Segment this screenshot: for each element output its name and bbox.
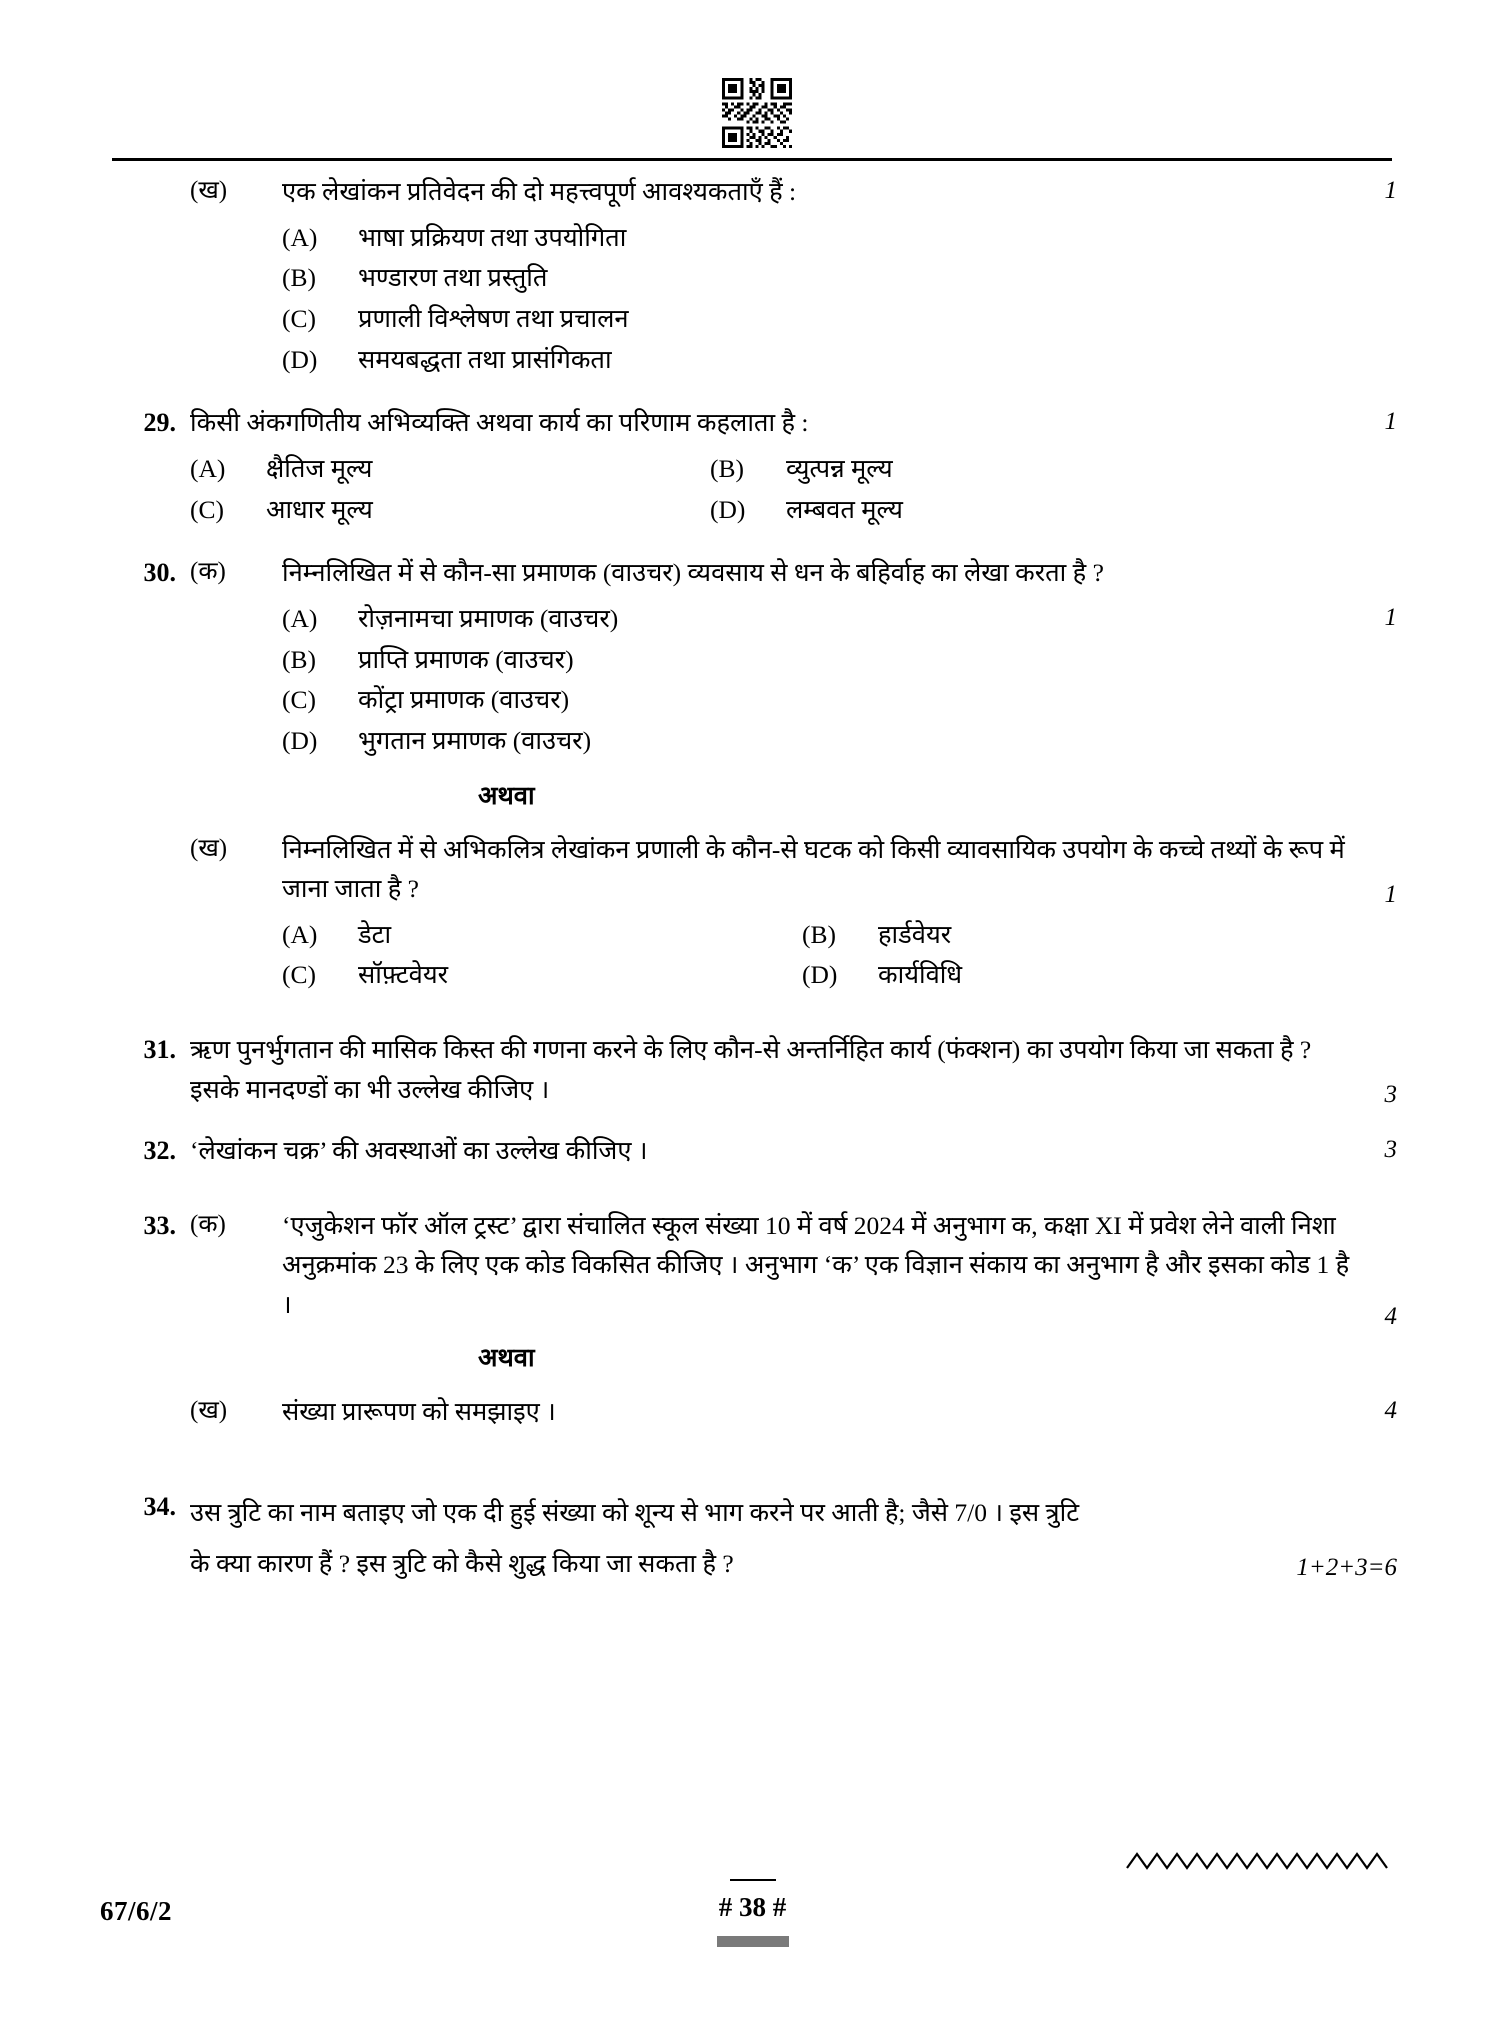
option-text: आधार मूल्य: [266, 494, 373, 524]
question-29-options: [112, 449, 1397, 531]
question-33b: [112, 1392, 1397, 1432]
option-item[interactable]: [190, 449, 710, 490]
or-separator-2: [112, 1324, 1397, 1392]
option-item[interactable]: [282, 218, 1351, 259]
question-part-label: (क): [190, 1210, 226, 1238]
option-item[interactable]: [802, 915, 1351, 956]
page-marker: # 38 #: [718, 1892, 787, 1922]
option-item[interactable]: [282, 340, 1351, 381]
option-text: हार्डवेयर: [878, 919, 952, 949]
question-number: 29.: [143, 407, 176, 437]
option-label: (B): [802, 919, 836, 949]
question-28b: [112, 172, 1397, 212]
question-text-line-2: के क्या कारण हैं ? इस त्रुटि को कैसे शुद्ध किया जा सकता है ?: [190, 1549, 734, 1579]
option-text: प्रणाली विश्लेषण तथा प्रचालन: [358, 304, 629, 334]
option-item[interactable]: [282, 299, 1351, 340]
option-label: (C): [282, 960, 316, 990]
question-text: ‘एजुकेशन फॉर ऑल ट्रस्ट’ द्वारा संचालित स्कूल संख्या 10 में वर्ष 2024 में अनुभाग क, कक्षा XI में प्रवेश लेने वाली निशा अनुक्रमांक 23 के लिए एक कोड विकसित कीजिए । अनुभाग ‘क’ एक विज्ञान संकाय का अनुभाग है और इसका कोड 1 है ।: [282, 1210, 1350, 1319]
question-text: किसी अंकगणितीय अभिव्यक्ति अथवा कार्य का परिणाम कहलाता है :: [190, 407, 809, 437]
options-list: [282, 218, 1397, 381]
question-number: 34.: [143, 1492, 176, 1522]
question-number: 33.: [143, 1210, 176, 1240]
question-30a-options: [112, 599, 1397, 762]
question-marks: 4: [1384, 1396, 1397, 1424]
option-label: (B): [282, 644, 316, 674]
question-number: 32.: [143, 1136, 176, 1166]
question-marks: 3: [1384, 1136, 1397, 1164]
option-text: भुगतान प्रमाणक (वाउचर): [358, 726, 592, 756]
option-label: (D): [282, 344, 318, 374]
questions-container: [112, 172, 1397, 1589]
option-label: (B): [710, 454, 744, 483]
option-item[interactable]: [802, 955, 1351, 996]
or-separator-1: [112, 762, 1397, 830]
question-part-label: (ख): [190, 1396, 228, 1424]
options-list: [282, 599, 1397, 762]
option-label: (D): [710, 494, 746, 524]
option-item[interactable]: [710, 449, 1351, 490]
option-label: (C): [282, 304, 316, 334]
question-32: [112, 1131, 1397, 1171]
option-text: कोंट्रा प्रमाणक (वाउचर): [358, 685, 570, 715]
question-30b-options: [112, 915, 1397, 997]
option-label: (D): [282, 726, 318, 756]
option-item[interactable]: [710, 490, 1351, 531]
question-marks: 4: [1384, 1302, 1397, 1330]
option-label: (A): [282, 919, 318, 949]
question-text: [190, 1487, 1397, 1589]
options-list: [190, 449, 1397, 531]
option-label: (C): [282, 685, 316, 715]
option-item[interactable]: [282, 955, 802, 996]
header-divider: [112, 158, 1392, 161]
option-item[interactable]: [282, 640, 1351, 681]
paper-code: 67/6/2: [100, 1896, 173, 1926]
question-marks: 3: [1384, 1081, 1397, 1109]
option-text: डेटा: [358, 919, 392, 949]
question-marks: 1+2+3=6: [1296, 1554, 1397, 1582]
question-text: ‘लेखांकन चक्र’ की अवस्थाओं का उल्लेख कीजिए ।: [190, 1136, 648, 1166]
question-33a: [112, 1206, 1397, 1330]
question-marks: 1: [1384, 880, 1397, 908]
option-label: (A): [282, 603, 318, 633]
footer-bar-decoration: [0, 1934, 1505, 1952]
option-item[interactable]: [282, 915, 802, 956]
question-marks: 1: [1384, 603, 1397, 631]
or-body: [282, 762, 1397, 830]
option-item[interactable]: [190, 490, 710, 531]
question-text: निम्नलिखित में से अभिकलित्र लेखांकन प्रणाली के कौन-से घटक को किसी व्यावसायिक उपयोग के कच्चे तथ्यों के रूप में जाना जाता है ?: [282, 834, 1345, 904]
question-marks: 1: [1384, 407, 1397, 435]
option-text: कार्यविधि: [878, 960, 963, 990]
question-text: संख्या प्रारूपण को समझाइए ।: [282, 1396, 556, 1426]
question-29: [112, 403, 1397, 443]
question-31: [112, 1030, 1397, 1109]
option-text: सॉफ़्टवेयर: [358, 960, 449, 990]
option-item[interactable]: [282, 721, 1351, 762]
question-text: एक लेखांकन प्रतिवेदन की दो महत्त्वपूर्ण आवश्यकताएँ हैं :: [282, 177, 797, 206]
question-text: निम्नलिखित में से कौन-सा प्रमाणक (वाउचर) व्यवसाय से धन के बहिर्वाह का लेखा करता है ?: [282, 557, 1104, 587]
option-text: भण्डारण तथा प्रस्तुति: [358, 263, 548, 293]
question-part-label: (ख): [190, 177, 228, 204]
option-text: लम्बवत मूल्य: [786, 494, 903, 524]
option-text: क्षैतिज मूल्य: [266, 454, 373, 483]
option-text: रोज़नामचा प्रमाणक (वाउचर): [358, 603, 619, 633]
options-list: [282, 915, 1397, 997]
question-34: [112, 1487, 1397, 1589]
option-item[interactable]: [282, 258, 1351, 299]
question-28b-options: [112, 218, 1397, 381]
option-text: प्राप्ति प्रमाणक (वाउचर): [358, 644, 574, 674]
question-marks: 1: [1384, 177, 1397, 204]
qr-code-icon: [722, 78, 792, 148]
option-item[interactable]: [282, 599, 1351, 640]
option-text: व्युत्पन्न मूल्य: [786, 454, 893, 483]
option-label: (D): [802, 960, 838, 990]
or-body: [282, 1324, 1397, 1392]
option-label: (C): [190, 494, 224, 524]
question-text: ऋण पुनर्भुगतान की मासिक किस्त की गणना करने के लिए कौन-से अन्तर्निहित कार्य (फंक्शन) का उपयोग किया जा सकता है ? इसके मानदण्डों का भी उल्लेख कीजिए ।: [190, 1035, 1312, 1104]
question-number: 31.: [143, 1035, 176, 1065]
question-text-line-1: उस त्रुटि का नाम बताइए जो एक दी हुई संख्या को शून्य से भाग करने पर आती है; जैसे 7/0 । इस त्रुटि: [190, 1498, 1080, 1528]
or-label: अथवा: [478, 781, 535, 811]
option-label: (A): [282, 222, 318, 252]
question-part-label: (ख): [190, 834, 228, 862]
footer-rule: [0, 1868, 1505, 1886]
question-30b: [112, 830, 1397, 909]
option-item[interactable]: [282, 680, 1351, 721]
or-label: अथवा: [478, 1343, 535, 1373]
option-label: (A): [190, 454, 226, 483]
option-text: भाषा प्रक्रियण तथा उपयोगिता: [358, 222, 627, 252]
option-text: समयबद्धता तथा प्रासंगिकता: [358, 344, 612, 374]
question-number: 30.: [143, 557, 176, 587]
question-part-label: (क): [190, 557, 226, 585]
option-label: (B): [282, 263, 316, 293]
